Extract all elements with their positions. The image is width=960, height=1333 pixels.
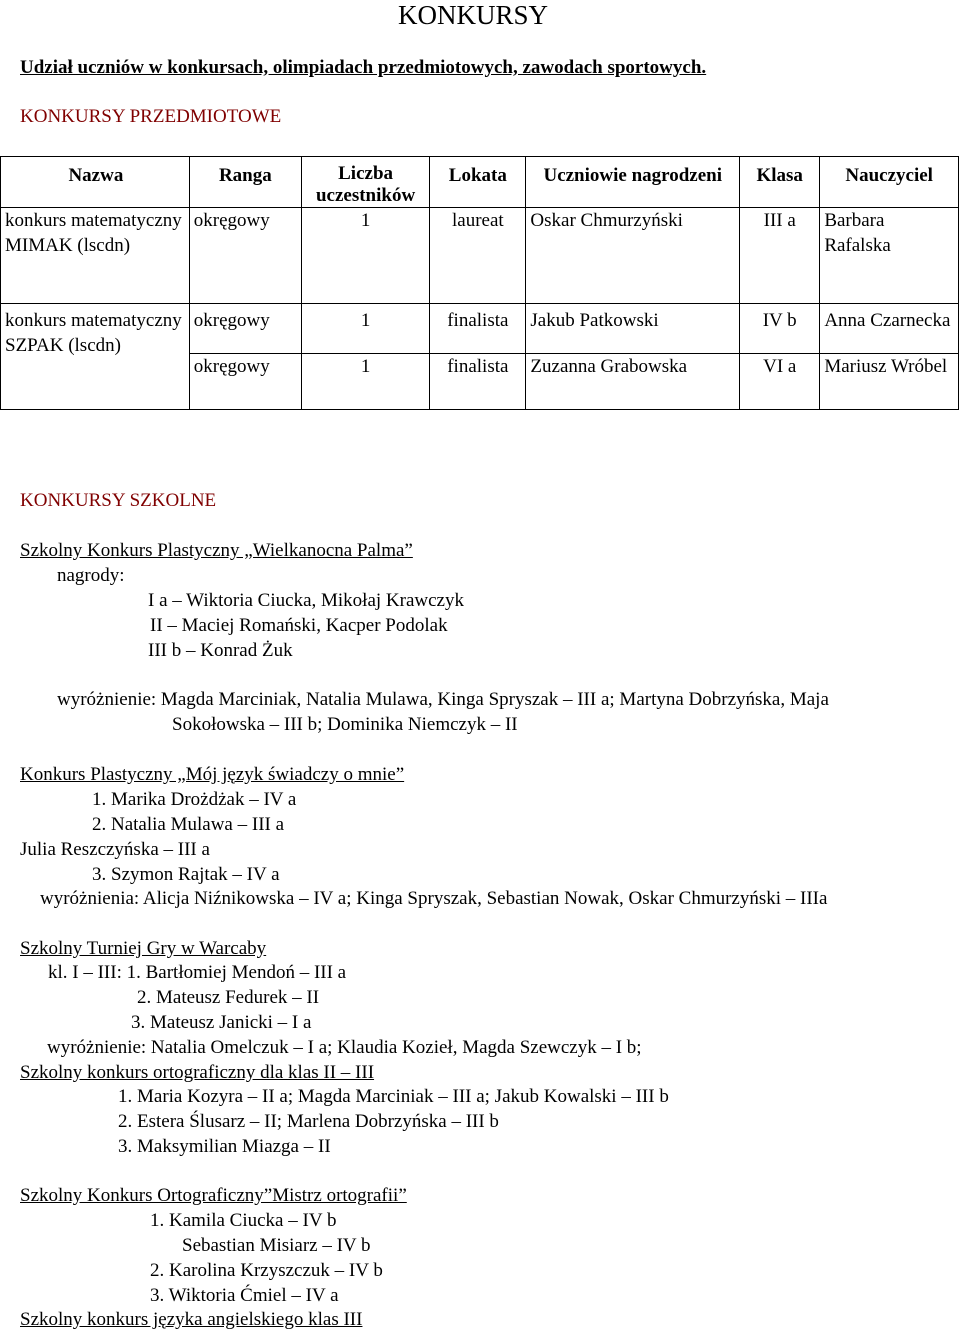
contest-title: Szkolny Konkurs Plastyczny „Wielkanocna Palma”: [20, 540, 413, 561]
header-count: Liczba uczestników: [301, 157, 429, 208]
cell-student: Jakub Patkowski: [526, 304, 740, 354]
awards-label: nagrody:: [57, 565, 125, 586]
header-students: Uczniowie nagrodzeni: [526, 157, 740, 208]
cell-rank: okręgowy: [189, 354, 301, 410]
header-name: Nazwa: [1, 157, 190, 208]
table-row: [1, 304, 959, 354]
list-item: 2. Mateusz Fedurek – II: [137, 987, 320, 1008]
header-rank: Ranga: [189, 157, 301, 208]
contest-title: Konkurs Plastyczny „Mój język świadczy o mnie”: [20, 764, 405, 785]
cell-position: finalista: [430, 354, 526, 410]
cell-position: finalista: [430, 304, 526, 354]
list-item: III b – Konrad Żuk: [148, 640, 293, 661]
list-item: II – Maciej Romański, Kacper Podolak: [150, 615, 448, 636]
cell-name: konkurs matematyczny SZPAK (lscdn): [1, 304, 190, 410]
section-school-heading: KONKURSY SZKOLNE: [20, 490, 217, 511]
cell-class: VI a: [740, 354, 820, 410]
distinction-text: wyróżnienie: Natalia Omelczuk – I a; Klaudia Kozieł, Magda Szewczyk – I b;: [47, 1037, 642, 1058]
cell-count: 1: [301, 304, 429, 354]
list-item: 1. Kamila Ciucka – IV b: [150, 1210, 337, 1231]
table-header-row: [1, 157, 959, 208]
cell-rank: okręgowy: [189, 208, 301, 304]
contest-title: Szkolny Konkurs Ortograficzny”Mistrz ortografii”: [20, 1185, 407, 1206]
cell-student: Zuzanna Grabowska: [526, 354, 740, 410]
distinction-text: Sokołowska – III b; Dominika Niemczyk – II: [172, 714, 518, 735]
list-item: 2. Natalia Mulawa – III a: [92, 814, 285, 835]
table-row: [1, 208, 959, 304]
list-item: Sebastian Misiarz – IV b: [182, 1235, 371, 1256]
cell-count: 1: [301, 354, 429, 410]
contest-title: Szkolny konkurs języka angielskiego klas III: [20, 1309, 363, 1330]
section-subject-heading: KONKURSY PRZEDMIOTOWE: [20, 106, 282, 127]
list-item: 3. Maksymilian Miazga – II: [118, 1136, 331, 1157]
cell-position: laureat: [430, 208, 526, 304]
cell-count: 1: [301, 208, 429, 304]
header-teacher: Nauczyciel: [820, 157, 959, 208]
cell-teacher: Anna Czarnecka: [820, 304, 959, 354]
page-title: KONKURSY: [398, 0, 549, 30]
contest-title: Szkolny Turniej Gry w Warcaby: [20, 938, 267, 959]
list-item: 2. Estera Ślusarz – II; Marlena Dobrzyńska – III b: [118, 1111, 499, 1132]
list-item: 3. Mateusz Janicki – I a: [131, 1012, 312, 1033]
list-item: 2. Karolina Krzyszczuk – IV b: [150, 1260, 383, 1281]
cell-class: IV b: [740, 304, 820, 354]
list-item: 1. Maria Kozyra – II a; Magda Marciniak – III a; Jakub Kowalski – III b: [118, 1086, 669, 1107]
cell-teacher: Mariusz Wróbel: [820, 354, 959, 410]
header-class: Klasa: [740, 157, 820, 208]
intro-heading: Udział uczniów w konkursach, olimpiadach przedmiotowych, zawodach sportowych.: [20, 57, 707, 78]
distinction-text: wyróżnienia: Alicja Niźnikowska – IV a; Kinga Spryszak, Sebastian Nowak, Oskar Chmurzyński – IIIa: [40, 888, 828, 909]
cell-rank: okręgowy: [189, 304, 301, 354]
cell-name: konkurs matematyczny MIMAK (lscdn): [1, 208, 190, 304]
list-item: 1. Marika Drożdżak – IV a: [92, 789, 297, 810]
list-item: I a – Wiktoria Ciucka, Mikołaj Krawczyk: [148, 590, 464, 611]
distinction-text: wyróżnienie: Magda Marciniak, Natalia Mulawa, Kinga Spryszak – III a; Martyna Dobrzyńska, Maja: [57, 689, 829, 710]
list-item: Julia Reszczyńska – III a: [20, 839, 210, 860]
list-item: 3. Szymon Rajtak – IV a: [92, 864, 280, 885]
cell-student: Oskar Chmurzyński: [526, 208, 740, 304]
cell-teacher: Barbara Rafalska: [820, 208, 959, 304]
header-position: Lokata: [430, 157, 526, 208]
cell-class: III a: [740, 208, 820, 304]
contest-title: Szkolny konkurs ortograficzny dla klas II – III: [20, 1062, 375, 1083]
subject-competitions-table: [0, 156, 959, 410]
list-item: kl. I – III: 1. Bartłomiej Mendoń – III a: [48, 962, 347, 983]
list-item: 3. Wiktoria Ćmiel – IV a: [150, 1285, 339, 1306]
